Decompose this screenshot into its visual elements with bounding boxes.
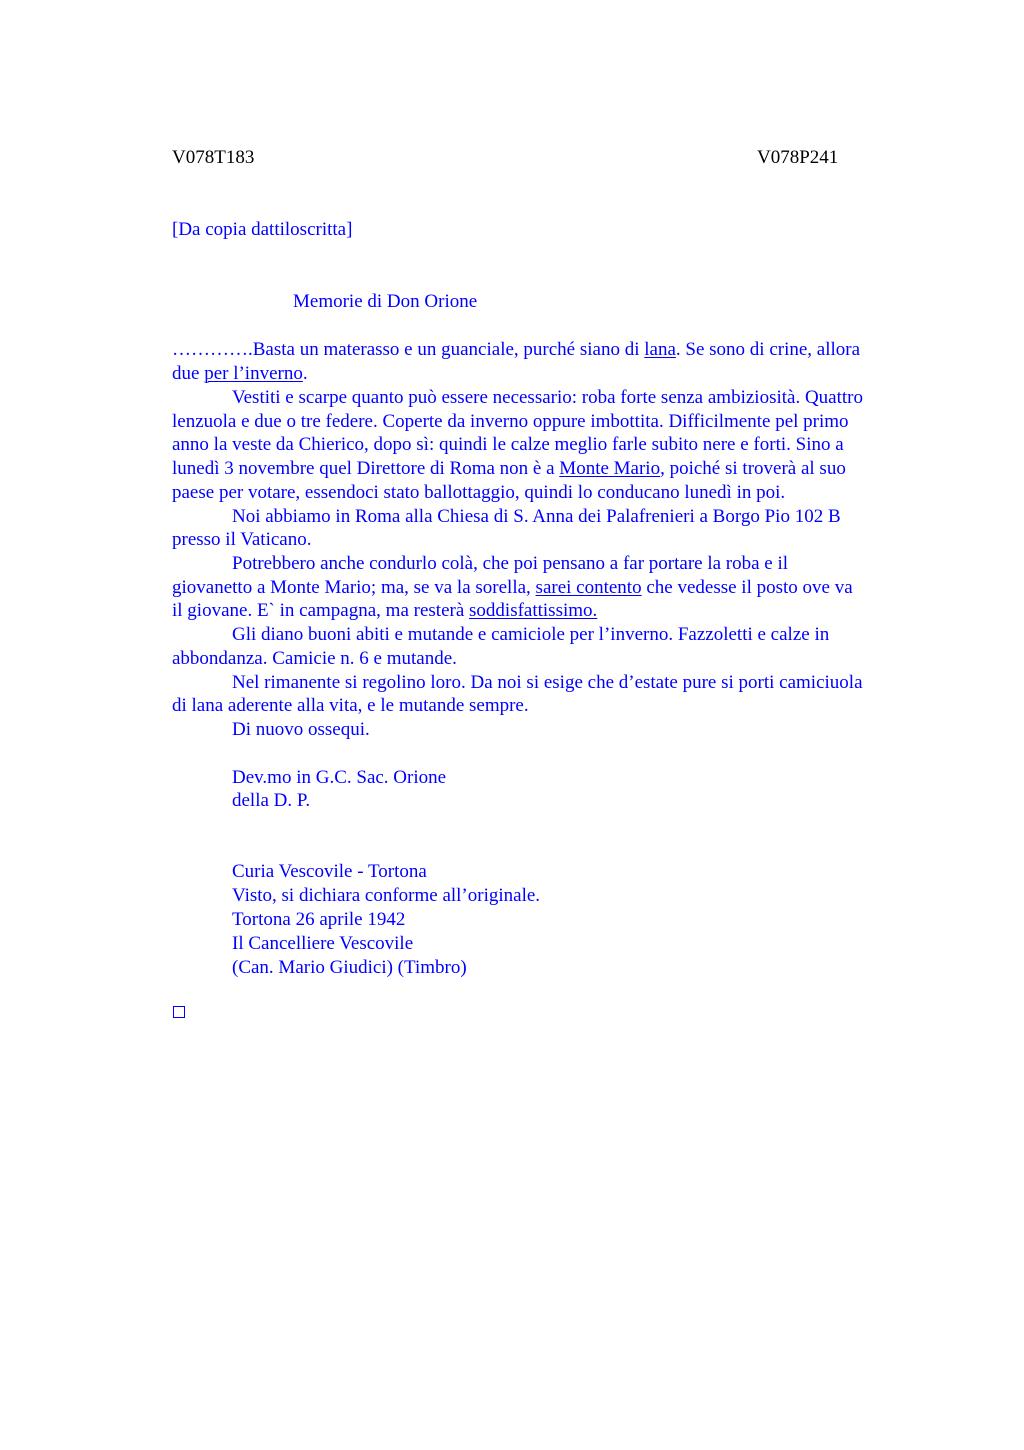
- underlined-text: sarei contento: [535, 577, 642, 598]
- paragraph-3-line-2: presso il Vaticano.: [172, 529, 312, 550]
- signature-line-2: della D. P.: [232, 790, 311, 811]
- paragraph-3-line-1: Noi abbiamo in Roma alla Chiesa di S. Anna dei Palafrenieri a Borgo Pio 102 B: [232, 506, 841, 527]
- paragraph-2-line-5: paese per votare, essendoci stato ballottaggio, quindi lo conducano lunedì in poi.: [172, 482, 786, 503]
- document-title: Memorie di Don Orione: [293, 291, 478, 312]
- paragraph-2-line-4: [172, 457, 932, 481]
- paragraph-5-line-2: abbondanza. Camicie n. 6 e mutande.: [172, 648, 457, 669]
- underlined-text: per l’inverno: [204, 363, 303, 384]
- empty-box-icon: [173, 1006, 185, 1018]
- paragraph-5-line-1: Gli diano buoni abiti e mutande e camiciole per l’inverno. Fazzoletti e calze in: [232, 624, 830, 645]
- paragraph-6-line-1: Nel rimanente si regolino loro. Da noi si esige che d’estate pure si porti camiciuola: [232, 672, 863, 693]
- paragraph-1-line-2: [172, 362, 932, 386]
- paragraph-6-line-2: di lana aderente alla vita, e le mutande sempre.: [172, 695, 529, 716]
- document-code-left: V078T183: [172, 147, 255, 168]
- paragraph-4-line-2: [172, 576, 932, 600]
- text-run: giovanetto a Monte Mario; ma, se va la sorella,: [172, 577, 536, 598]
- source-note: [Da copia dattiloscritta]: [172, 219, 353, 240]
- paragraph-2-line-3: anno la veste da Chierico, dopo sì: quindi le calze meglio farle subito nere e forti. Sino a: [172, 434, 844, 455]
- document-code-right: V078P241: [757, 147, 839, 168]
- certification-line-2: Visto, si dichiara conforme all’originale.: [232, 885, 541, 906]
- text-run: il giovane. E` in campagna, ma resterà: [172, 600, 470, 621]
- underlined-text: lana: [644, 339, 676, 360]
- paragraph-2-line-2: lenzuola e due o tre federe. Coperte da inverno oppure imbottita. Difficilmente pel primo: [172, 411, 849, 432]
- certification-line-1: Curia Vescovile - Tortona: [232, 861, 427, 882]
- text-run: .: [302, 363, 308, 384]
- signature-line-1: Dev.mo in G.C. Sac. Orione: [232, 767, 447, 788]
- closing-greeting: Di nuovo ossequi.: [232, 719, 370, 740]
- underlined-text: soddisfattissimo.: [469, 600, 598, 621]
- certification-line-3: Tortona 26 aprile 1942: [232, 909, 406, 930]
- certification-line-4: Il Cancelliere Vescovile: [232, 933, 414, 954]
- paragraph-1-line-1: [172, 338, 932, 362]
- paragraph-2-line-1: Vestiti e scarpe quanto può essere necessario: roba forte senza ambiziosità. Quattro: [232, 387, 863, 408]
- paragraph-4-line-1: Potrebbero anche condurlo colà, che poi pensano a far portare la roba e il: [232, 553, 789, 574]
- text-run: due: [172, 363, 205, 384]
- text-run: . Se sono di crine, allora: [675, 339, 861, 360]
- underlined-text: Monte Mario: [559, 458, 661, 479]
- text-run: che vedesse il posto ove va: [641, 577, 853, 598]
- paragraph-4-line-3: [172, 599, 932, 623]
- text-run: , poiché si troverà al suo: [660, 458, 846, 479]
- text-run: ………….Basta un materasso e un guanciale, purché siano di: [172, 339, 645, 360]
- certification-line-5: (Can. Mario Giudici) (Timbro): [232, 957, 467, 978]
- text-run: lunedì 3 novembre quel Direttore di Roma non è a: [172, 458, 560, 479]
